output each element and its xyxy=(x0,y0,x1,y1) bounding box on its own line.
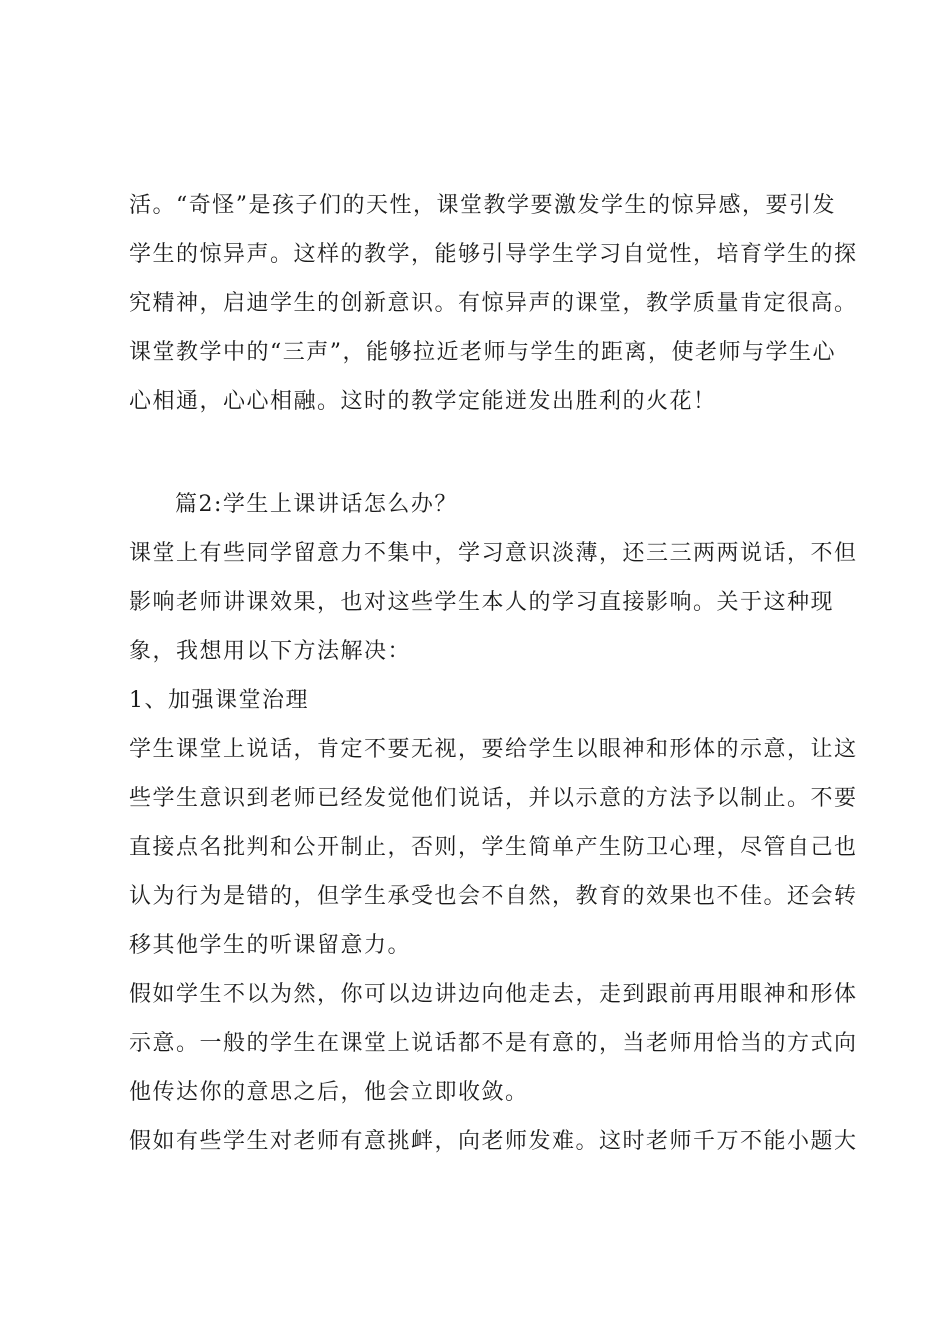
paragraph-line: 假如有些学生对老师有意挑衅，向老师发难。这时老师千万不能小题大 xyxy=(129,1129,858,1154)
paragraph-line: 心相通，心心相融。这时的教学定能迸发出胜利的火花！ xyxy=(129,389,717,414)
paragraph-line: 学生的惊异声。这样的教学，能够引导学生学习自觉性，培育学生的探 xyxy=(129,242,858,267)
paragraph-line: 课堂上有些同学留意力不集中，学习意识淡薄，还三三两两说话，不但 xyxy=(129,541,858,566)
paragraph-line: 学生课堂上说话，肯定不要无视，要给学生以眼神和形体的示意，让这 xyxy=(129,737,858,762)
paragraph-line: 认为行为是错的，但学生承受也会不自然，教育的效果也不佳。还会转 xyxy=(129,884,858,909)
paragraph-line: 活。“奇怪”是孩子们的天性，课堂教学要激发学生的惊异感，要引发 xyxy=(129,193,836,218)
paragraph-line: 象，我想用以下方法解决： xyxy=(129,639,412,664)
paragraph-line: 影响老师讲课效果，也对这些学生本人的学习直接影响。关于这种现 xyxy=(129,590,835,615)
paragraph-line: 移其他学生的听课留意力。 xyxy=(129,933,412,958)
paragraph-line: 究精神，启迪学生的创新意识。有惊异声的课堂，教学质量肯定很高。 xyxy=(129,291,858,316)
paragraph-line: 假如学生不以为然，你可以边讲边向他走去，走到跟前再用眼神和形体 xyxy=(129,982,858,1007)
section-heading: 篇2:学生上课讲话怎么办？ xyxy=(175,492,458,517)
paragraph-line: 些学生意识到老师已经发觉他们说话，并以示意的方法予以制止。不要 xyxy=(129,786,858,811)
paragraph-line: 他传达你的意思之后，他会立即收敛。 xyxy=(129,1080,529,1105)
paragraph-line: 示意。一般的学生在课堂上说话都不是有意的，当老师用恰当的方式向 xyxy=(129,1031,858,1056)
subheading: 1、加强课堂治理 xyxy=(129,688,309,713)
paragraph-line: 直接点名批判和公开制止，否则，学生简单产生防卫心理，尽管自己也 xyxy=(129,835,858,860)
paragraph-line: 课堂教学中的“三声”，能够拉近老师与学生的距离，使老师与学生心 xyxy=(129,340,836,365)
